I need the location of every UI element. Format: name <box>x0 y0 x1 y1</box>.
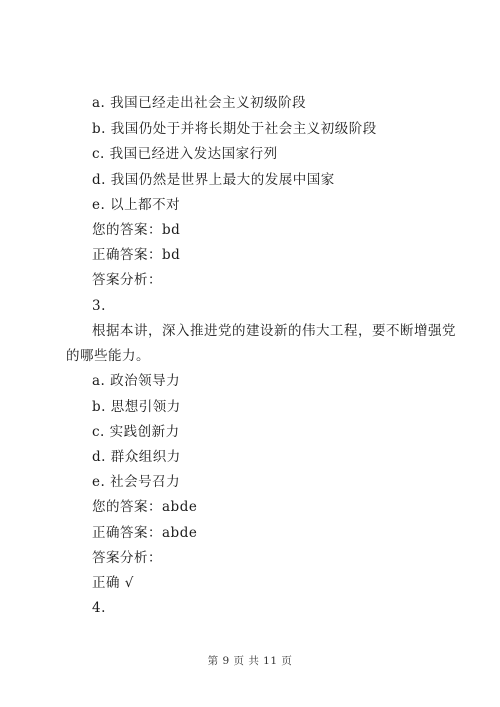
q2-option-a: a. 我国已经走出社会主义初级阶段 <box>92 95 307 111</box>
q2-option-e: e. 以上都不对 <box>92 197 181 213</box>
q3-analysis-label: 答案分析： <box>92 550 162 566</box>
q3-option-d: d. 群众组织力 <box>92 449 181 465</box>
q3-result: 正确 √ <box>92 575 134 591</box>
q4-number: 4. <box>92 600 106 616</box>
q3-option-e: e. 社会号召力 <box>92 474 181 490</box>
q2-option-c: c. 我国已经进入发达国家行列 <box>92 146 278 162</box>
q3-option-c: c. 实践创新力 <box>92 424 180 440</box>
q2-correct-answer: 正确答案：bd <box>92 247 181 263</box>
q2-your-answer: 您的答案：bd <box>92 222 181 238</box>
q3-option-a: a. 政治领导力 <box>92 373 181 389</box>
q2-option-d: d. 我国仍然是世界上最大的发展中国家 <box>92 172 335 188</box>
q3-correct-answer: 正确答案：abde <box>92 525 198 541</box>
q3-question-line1: 根据本讲，深入推进党的建设新的伟大工程，要不断增强党 <box>92 323 456 339</box>
q3-question-line2: 的哪些能力。 <box>66 348 150 364</box>
q3-option-b: b. 思想引领力 <box>92 399 181 415</box>
q2-analysis-label: 答案分析： <box>92 272 162 288</box>
page-footer: 第 9 页 共 11 页 <box>207 655 293 667</box>
q3-number: 3. <box>92 298 106 314</box>
q3-your-answer: 您的答案：abde <box>92 499 198 515</box>
q2-option-b: b. 我国仍处于并将长期处于社会主义初级阶段 <box>92 121 377 137</box>
